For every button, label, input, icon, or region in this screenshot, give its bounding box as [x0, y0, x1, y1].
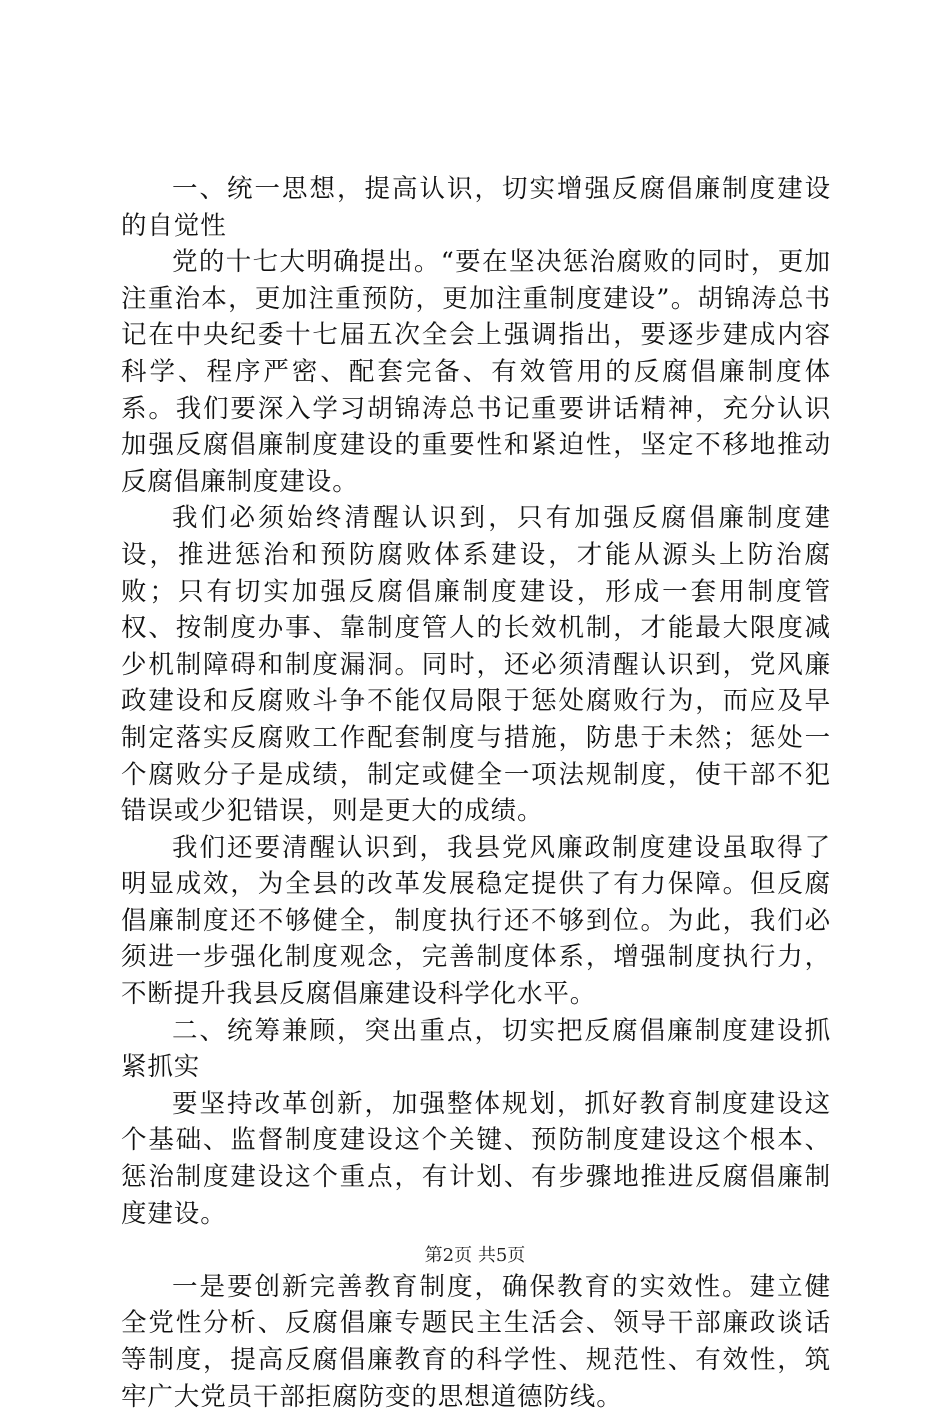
body-paragraph: 一是要创新完善教育制度，确保教育的实效性。建立健全党性分析、反腐倡廉专题民主生活会、领导干部廉政谈话等制度，提高反腐倡廉教育的科学性、规范性、有效性，筑牢广大党员干部拒腐防变的思想道德防线。 [121, 1271, 831, 1412]
body-paragraph: 我们还要清醒认识到，我县党风廉政制度建设虽取得了明显成效，为全县的改革发展稳定提供了有力保障。但反腐倡廉制度还不够健全，制度执行还不够到位。为此，我们必须进一步强化制度观念，完善制度体系，增强制度执行力，不断提升我县反腐倡廉建设科学化水平。 [121, 832, 831, 1010]
document-body [121, 171, 831, 1415]
section-heading-2: 二、统筹兼顾，突出重点，切实把反腐倡廉制度建设抓紧抓实 [121, 1015, 831, 1083]
body-paragraph: 党的十七大明确提出。“要在坚决惩治腐败的同时，更加注重治本，更加注重预防，更加注重制度建设”。胡锦涛总书记在中央纪委十七届五次全会上强调指出，要逐步建成内容科学、程序严密、配套完备、有效管用的反腐倡廉制度体系。我们要深入学习胡锦涛总书记重要讲话精神，充分认识加强反腐倡廉制度建设的重要性和紧迫性，坚定不移地推动反腐倡廉制度建设。 [121, 247, 831, 497]
body-paragraph: 我们必须始终清醒认识到，只有加强反腐倡廉制度建设，推进惩治和预防腐败体系建设，才能从源头上防治腐败；只有切实加强反腐倡廉制度建设，形成一套用制度管权、按制度办事、靠制度管人的长效机制，才能最大限度减少机制障碍和制度漏洞。同时，还必须清醒认识到，党风廉政建设和反腐败斗争不能仅局限于惩处腐败行为，而应及早制定落实反腐败工作配套制度与措施，防患于未然；惩处一个腐败分子是成绩，制定或健全一项法规制度，使干部不犯错误或少犯错误，则是更大的成绩。 [121, 503, 831, 827]
page-number: 第2页 共5页 [424, 1245, 526, 1266]
section-heading-1: 一、统一思想，提高认识，切实增强反腐倡廉制度建设的自觉性 [121, 174, 831, 241]
body-paragraph: 要坚持改革创新，加强整体规划，抓好教育制度建设这个基础、监督制度建设这个关键、预防制度建设这个根本、惩治制度建设这个重点，有计划、有步骤地推进反腐倡廉制度建设。 [121, 1088, 831, 1229]
